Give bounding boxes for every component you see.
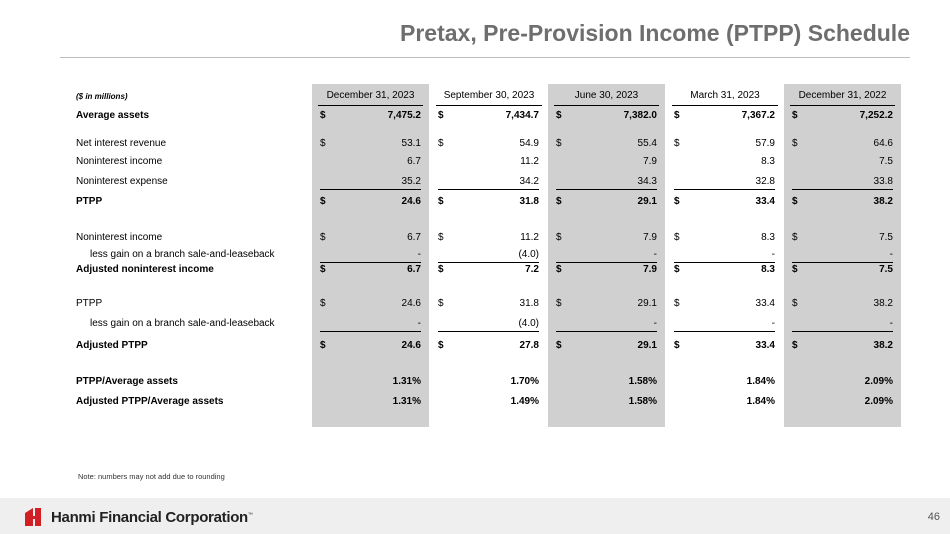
dollar-sign: $	[320, 196, 326, 207]
dollar-sign: $	[320, 138, 326, 149]
table-cell	[674, 376, 775, 388]
row-label: Adjusted noninterest income	[76, 264, 214, 275]
cell-value: -	[889, 249, 893, 260]
table-cell	[320, 340, 421, 352]
dollar-sign: $	[792, 340, 798, 351]
table-cell	[438, 156, 539, 168]
cell-value: 34.3	[637, 176, 657, 187]
cell-value: 8.3	[761, 232, 775, 243]
cell-value: 7.9	[643, 264, 657, 275]
dollar-sign: $	[674, 110, 680, 121]
dollar-sign: $	[556, 110, 562, 121]
column-header: December 31, 2022	[790, 86, 895, 106]
cell-value: 6.7	[407, 264, 421, 275]
table-cell	[556, 138, 657, 150]
cell-value: 1.84%	[746, 376, 775, 387]
dollar-sign: $	[792, 298, 798, 309]
table-cell	[556, 232, 657, 244]
cell-value: -	[653, 318, 657, 329]
table-cell	[674, 298, 775, 310]
cell-value: 7.5	[879, 156, 893, 167]
cell-value: 11.2	[520, 156, 539, 167]
dollar-sign: $	[674, 196, 680, 207]
row-label: PTPP/Average assets	[76, 376, 178, 387]
table-cell	[792, 396, 893, 408]
table-cell	[438, 298, 539, 310]
table-cell	[674, 138, 775, 150]
cell-value: 6.7	[407, 232, 421, 243]
dollar-sign: $	[438, 196, 444, 207]
rounding-note: Note: numbers may not add due to rounding	[78, 472, 225, 481]
table-cell	[556, 110, 657, 122]
table-cell	[556, 264, 657, 276]
cell-value: 33.4	[755, 298, 775, 309]
table-cell	[320, 396, 421, 408]
cell-value: 1.49%	[510, 396, 539, 407]
cell-value: -	[771, 249, 775, 260]
dollar-sign: $	[438, 340, 444, 351]
row-label: Noninterest expense	[76, 176, 168, 187]
table-cell	[438, 249, 539, 261]
table-cell	[320, 264, 421, 276]
table-cell	[320, 249, 421, 261]
dollar-sign: $	[438, 110, 444, 121]
cell-value: -	[771, 318, 775, 329]
dollar-sign: $	[438, 298, 444, 309]
cell-value: 11.2	[520, 232, 539, 243]
table-cell	[792, 340, 893, 352]
row-label: less gain on a branch sale-and-leaseback	[90, 249, 275, 260]
table-cell	[792, 249, 893, 261]
dollar-sign: $	[556, 298, 562, 309]
dollar-sign: $	[556, 264, 562, 275]
table-cell	[556, 318, 657, 330]
cell-value: 24.6	[401, 196, 421, 207]
table-cell	[320, 110, 421, 122]
table-cell	[438, 176, 539, 188]
title-divider	[60, 57, 910, 58]
units-label: ($ in millions)	[76, 92, 128, 101]
table-cell	[320, 232, 421, 244]
cell-value: 6.7	[407, 156, 421, 167]
table-cell	[674, 318, 775, 330]
table-cell	[556, 396, 657, 408]
cell-value: 7,252.2	[859, 110, 893, 121]
table-cell	[320, 156, 421, 168]
dollar-sign: $	[556, 196, 562, 207]
table-cell	[792, 110, 893, 122]
dollar-sign: $	[556, 138, 562, 149]
row-label: Noninterest income	[76, 232, 163, 243]
cell-value: -	[653, 249, 657, 260]
dollar-sign: $	[792, 264, 798, 275]
dollar-sign: $	[438, 138, 444, 149]
column-header: September 30, 2023	[436, 86, 542, 106]
cell-value: 55.4	[637, 138, 657, 149]
dollar-sign: $	[556, 232, 562, 243]
cell-value: 7.5	[879, 232, 893, 243]
cell-value: (4.0)	[518, 249, 539, 260]
row-label: Net interest revenue	[76, 138, 167, 149]
dollar-sign: $	[320, 110, 326, 121]
table-cell	[438, 340, 539, 352]
cell-value: 32.8	[755, 176, 775, 187]
cell-value: 8.3	[761, 264, 775, 275]
company-name: Hanmi Financial Corporation™	[51, 508, 253, 526]
cell-value: 24.6	[401, 298, 421, 309]
cell-value: 2.09%	[864, 396, 893, 407]
cell-value: 33.4	[755, 340, 775, 351]
cell-value: 54.9	[519, 138, 539, 149]
cell-value: 38.2	[873, 340, 893, 351]
dollar-sign: $	[674, 264, 680, 275]
row-label: less gain on a branch sale-and-leaseback	[90, 318, 275, 329]
column-header: March 31, 2023	[672, 86, 778, 106]
table-cell	[792, 264, 893, 276]
cell-value: 7.9	[643, 156, 657, 167]
dollar-sign: $	[792, 196, 798, 207]
table-cell	[792, 318, 893, 330]
table-cell	[674, 196, 775, 208]
table-cell	[320, 138, 421, 150]
table-cell	[438, 232, 539, 244]
cell-value: 31.8	[519, 196, 539, 207]
table-cell	[556, 340, 657, 352]
dollar-sign: $	[556, 340, 562, 351]
table-cell	[674, 396, 775, 408]
dollar-sign: $	[320, 264, 326, 275]
table-cell	[320, 176, 421, 188]
cell-value: 1.58%	[628, 396, 657, 407]
cell-value: 38.2	[873, 196, 893, 207]
cell-value: 24.6	[401, 340, 421, 351]
dollar-sign: $	[438, 264, 444, 275]
table-cell	[792, 232, 893, 244]
table-cell	[320, 376, 421, 388]
table-cell	[792, 298, 893, 310]
table-cell	[674, 249, 775, 261]
row-label: Adjusted PTPP/Average assets	[76, 396, 224, 407]
cell-value: 53.1	[401, 138, 421, 149]
dollar-sign: $	[674, 138, 680, 149]
table-cell	[792, 156, 893, 168]
cell-value: 29.1	[637, 340, 657, 351]
cell-value: 7.9	[643, 232, 657, 243]
table-cell	[674, 176, 775, 188]
row-label: Average assets	[76, 110, 150, 121]
cell-value: 64.6	[873, 138, 893, 149]
cell-value: 2.09%	[864, 376, 893, 387]
table-cell	[674, 110, 775, 122]
cell-value: -	[417, 318, 421, 329]
table-cell	[556, 249, 657, 261]
table-cell	[320, 318, 421, 330]
cell-value: 1.31%	[392, 396, 421, 407]
dollar-sign: $	[792, 110, 798, 121]
table-cell	[438, 138, 539, 150]
table-cell	[320, 298, 421, 310]
dollar-sign: $	[674, 298, 680, 309]
page-number: 46	[927, 511, 940, 523]
dollar-sign: $	[320, 298, 326, 309]
cell-value: 29.1	[637, 196, 657, 207]
cell-value: 29.1	[637, 298, 657, 309]
dollar-sign: $	[674, 340, 680, 351]
table-cell	[674, 156, 775, 168]
cell-value: 33.8	[873, 176, 893, 187]
cell-value: (4.0)	[518, 318, 539, 329]
cell-value: 1.58%	[628, 376, 657, 387]
row-label: Adjusted PTPP	[76, 340, 148, 351]
table-cell	[320, 196, 421, 208]
cell-value: 27.8	[519, 340, 539, 351]
table-cell	[438, 376, 539, 388]
cell-value: 7,382.0	[623, 110, 657, 121]
company-logo	[24, 507, 253, 527]
cell-value: 34.2	[519, 176, 539, 187]
table-cell	[556, 376, 657, 388]
column-header: December 31, 2023	[318, 86, 423, 106]
cell-value: 38.2	[873, 298, 893, 309]
cell-value: 7,434.7	[505, 110, 539, 121]
table-cell	[556, 156, 657, 168]
table-cell	[674, 264, 775, 276]
dollar-sign: $	[674, 232, 680, 243]
table-cell	[674, 232, 775, 244]
cell-value: -	[889, 318, 893, 329]
table-cell	[438, 264, 539, 276]
dollar-sign: $	[792, 138, 798, 149]
cell-value: 31.8	[519, 298, 539, 309]
table-cell	[792, 138, 893, 150]
dollar-sign: $	[320, 340, 326, 351]
cell-value: 7.2	[525, 264, 539, 275]
hanmi-logo-icon	[24, 507, 46, 527]
cell-value: 57.9	[755, 138, 775, 149]
dollar-sign: $	[438, 232, 444, 243]
page-title: Pretax, Pre-Provision Income (PTPP) Schedule	[400, 20, 910, 46]
table-cell	[556, 196, 657, 208]
cell-value: 1.70%	[510, 376, 539, 387]
cell-value: 1.84%	[746, 396, 775, 407]
table-cell	[438, 110, 539, 122]
cell-value: 7,475.2	[387, 110, 421, 121]
table-cell	[674, 340, 775, 352]
table-cell	[438, 396, 539, 408]
table-cell	[438, 196, 539, 208]
table-cell	[792, 176, 893, 188]
dollar-sign: $	[320, 232, 326, 243]
table-cell	[792, 376, 893, 388]
dollar-sign: $	[792, 232, 798, 243]
cell-value: 8.3	[761, 156, 775, 167]
cell-value: 33.4	[755, 196, 775, 207]
cell-value: 7.5	[879, 264, 893, 275]
row-label: PTPP	[76, 298, 103, 309]
table-cell	[792, 196, 893, 208]
cell-value: -	[417, 249, 421, 260]
cell-value: 35.2	[401, 176, 421, 187]
row-label: PTPP	[76, 196, 103, 207]
column-header: June 30, 2023	[554, 86, 659, 106]
table-cell	[556, 176, 657, 188]
cell-value: 7,367.2	[741, 110, 775, 121]
table-cell	[556, 298, 657, 310]
table-cell	[438, 318, 539, 330]
row-label: Noninterest income	[76, 156, 163, 167]
cell-value: 1.31%	[392, 376, 421, 387]
